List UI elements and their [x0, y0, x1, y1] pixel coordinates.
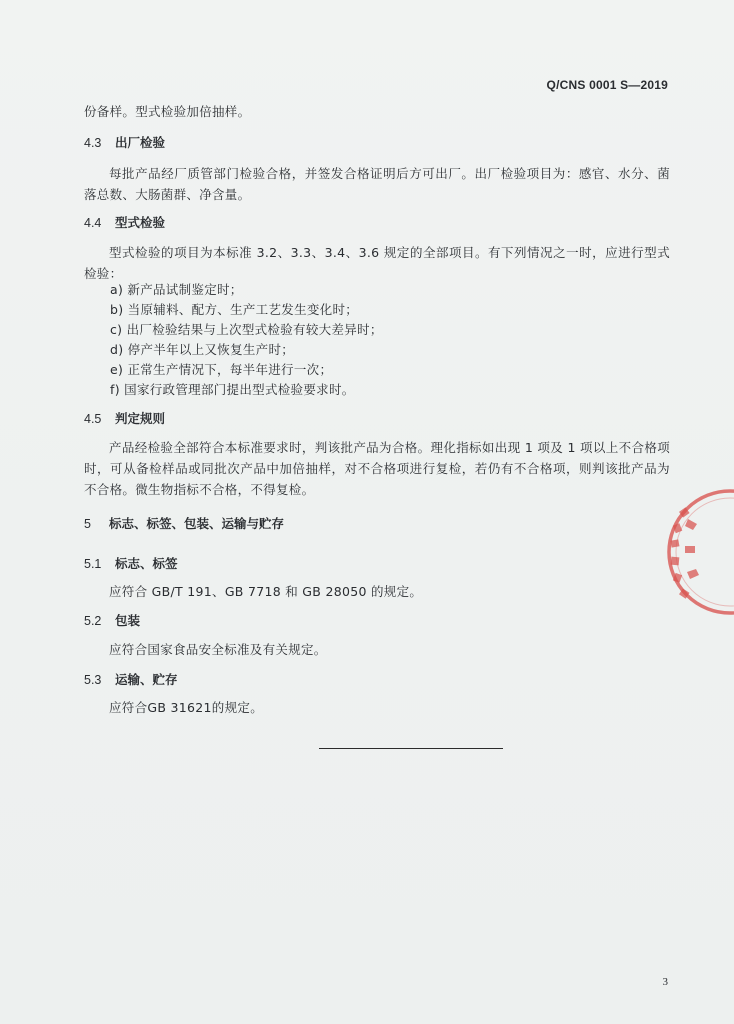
end-rule: [319, 748, 503, 749]
list-item: d) 停产半年以上又恢复生产时；: [110, 342, 295, 357]
paragraph-4-3: 每批产品经厂质管部门检验合格，并签发合格证明后方可出厂。出厂检验项目为：感官、水分、菌落总数、大肠菌群、净含量。: [84, 166, 670, 202]
section-number: 5.3: [84, 673, 102, 687]
paragraph-4-4: 型式检验的项目为本标准 3.2、3.3、3.4、3.6 规定的全部项目。有下列情况之一时，应进行型式检验：: [84, 245, 670, 281]
section-heading-4-3: [84, 133, 165, 153]
section-number: 4.3: [84, 136, 102, 150]
list-item: a) 新产品试制鉴定时；: [110, 282, 243, 297]
paragraph-4-5: 产品经检验全部符合本标准要求时，判该批产品为合格。理化指标如出现 1 项及 1 项以上不合格项时，可从备检样品或同批次产品中加倍抽样，对不合格项进行复检，若仍有不合格项，则判该批产品为不合格。微生物指标不合格，不得复检。: [84, 440, 670, 497]
section-title: 标志、标签: [115, 556, 178, 571]
page-number: 3: [662, 976, 668, 988]
paragraph-5-3: 应符合GB 31621的规定。: [109, 700, 263, 715]
section-number: 5: [84, 517, 91, 531]
section-number: 5.2: [84, 614, 102, 628]
list-item: f) 国家行政管理部门提出型式检验要求时。: [110, 382, 355, 397]
section-number: 4.5: [84, 412, 102, 426]
section-heading-5-1: [84, 554, 178, 574]
section-heading-5-2: [84, 611, 140, 631]
list-item: c) 出厂检验结果与上次型式检验有较大差异时；: [110, 322, 383, 337]
section-number: 4.4: [84, 216, 102, 230]
standard-code: Q/CNS 0001 S—2019: [546, 78, 668, 92]
continuation-text: 份备样。型式检验加倍抽样。: [84, 104, 251, 119]
section-heading-4-4: [84, 213, 165, 233]
paragraph-5-1: 应符合 GB/T 191、GB 7718 和 GB 28050 的规定。: [109, 584, 423, 599]
paragraph-5-2: 应符合国家食品安全标准及有关规定。: [109, 642, 327, 657]
section-heading-5-3: [84, 670, 178, 690]
list-item: b) 当原辅料、配方、生产工艺发生变化时；: [110, 302, 359, 317]
section-title: 标志、标签、包装、运输与贮存: [109, 516, 285, 531]
section-title: 出厂检验: [115, 135, 166, 150]
section-heading-5: [84, 514, 284, 534]
section-heading-4-5: [84, 409, 165, 429]
section-title: 包装: [115, 613, 141, 628]
section-title: 判定规则: [115, 411, 166, 426]
list-item: e) 正常生产情况下，每半年进行一次；: [110, 362, 333, 377]
red-seal-stamp-icon: [658, 484, 734, 620]
section-title: 型式检验: [115, 215, 166, 230]
section-title: 运输、贮存: [115, 672, 178, 687]
section-number: 5.1: [84, 557, 102, 571]
